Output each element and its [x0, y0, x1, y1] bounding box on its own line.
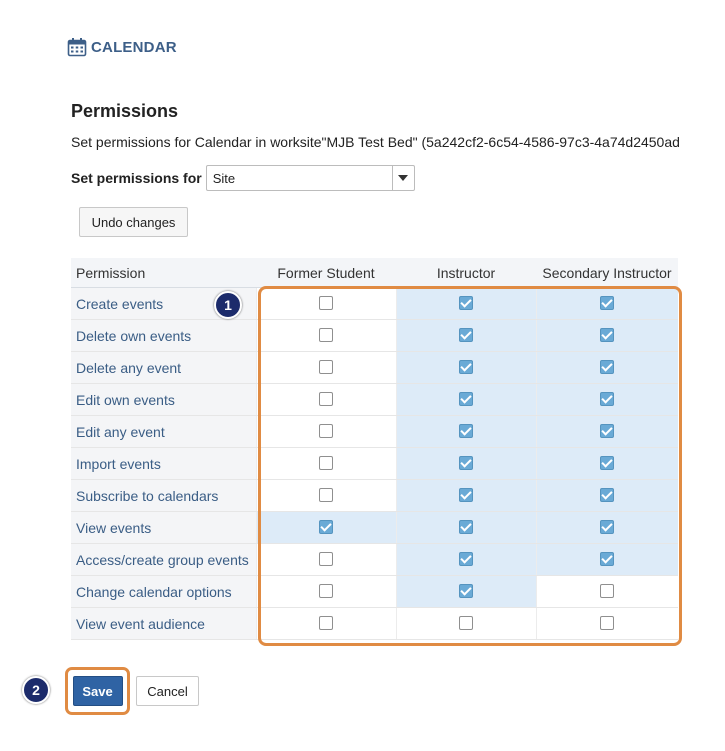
permission-cell-instructor: [396, 352, 536, 384]
permission-checkbox-secondary-instructor[interactable]: [600, 456, 614, 470]
step-badge-2: 2: [22, 676, 50, 704]
permission-checkbox-secondary-instructor[interactable]: [600, 584, 614, 598]
permission-checkbox-instructor[interactable]: [459, 520, 473, 534]
table-row: [71, 512, 678, 544]
permission-name: Subscribe to calendars: [71, 480, 256, 512]
cancel-button[interactable]: Cancel: [136, 676, 199, 706]
table-row: [71, 352, 678, 384]
permission-checkbox-secondary-instructor[interactable]: [600, 360, 614, 374]
permission-checkbox-secondary-instructor[interactable]: [600, 296, 614, 310]
table-row: [71, 288, 678, 320]
permission-name: Delete own events: [71, 320, 256, 352]
column-header-instructor: Instructor: [396, 258, 536, 288]
permission-cell-secondary-instructor: [536, 416, 678, 448]
permission-checkbox-former-student[interactable]: [319, 520, 333, 534]
permission-cell-instructor: [396, 416, 536, 448]
permission-checkbox-instructor[interactable]: [459, 488, 473, 502]
permissions-description: Set permissions for Calendar in worksite"MJB Test Bed" (5a242cf2-6c54-4586-97c3-4a74d2450ad: [71, 134, 680, 150]
column-header-former-student: Former Student: [256, 258, 396, 288]
table-row: [71, 448, 678, 480]
permission-checkbox-secondary-instructor[interactable]: [600, 488, 614, 502]
chevron-down-icon[interactable]: [392, 166, 414, 190]
step-badge-1: 1: [214, 291, 242, 319]
permission-cell-secondary-instructor: [536, 352, 678, 384]
permission-checkbox-former-student[interactable]: [319, 424, 333, 438]
tool-header: [67, 37, 177, 57]
set-permissions-for-label: Set permissions for: [71, 170, 202, 186]
permission-checkbox-former-student[interactable]: [319, 360, 333, 374]
save-button[interactable]: Save: [73, 676, 123, 706]
permissions-table-body: [71, 288, 678, 640]
permission-checkbox-former-student[interactable]: [319, 584, 333, 598]
permission-cell-former-student: [256, 480, 396, 512]
permission-checkbox-instructor[interactable]: [459, 456, 473, 470]
permission-checkbox-secondary-instructor[interactable]: [600, 328, 614, 342]
permission-cell-instructor: [396, 320, 536, 352]
permission-cell-secondary-instructor: [536, 448, 678, 480]
permission-cell-former-student: [256, 608, 396, 640]
permission-cell-former-student: [256, 448, 396, 480]
permission-checkbox-instructor[interactable]: [459, 392, 473, 406]
table-row: [71, 416, 678, 448]
calendar-icon: [67, 37, 87, 57]
table-row: [71, 544, 678, 576]
permission-name: Import events: [71, 448, 256, 480]
permission-cell-instructor: [396, 544, 536, 576]
permission-cell-former-student: [256, 384, 396, 416]
permission-checkbox-instructor[interactable]: [459, 584, 473, 598]
undo-changes-button[interactable]: Undo changes: [79, 207, 188, 237]
table-row: [71, 480, 678, 512]
permission-cell-instructor: [396, 512, 536, 544]
permission-cell-former-student: [256, 576, 396, 608]
permission-name: Change calendar options: [71, 576, 256, 608]
permission-checkbox-instructor[interactable]: [459, 552, 473, 566]
permission-checkbox-former-student[interactable]: [319, 328, 333, 342]
table-row: [71, 384, 678, 416]
permission-cell-instructor: [396, 448, 536, 480]
permission-checkbox-instructor[interactable]: [459, 424, 473, 438]
permission-cell-instructor: [396, 608, 536, 640]
column-header-secondary-instructor: Secondary Instructor: [536, 258, 678, 288]
role-select[interactable]: [206, 165, 415, 191]
permission-checkbox-secondary-instructor[interactable]: [600, 616, 614, 630]
permission-checkbox-former-student[interactable]: [319, 392, 333, 406]
permission-cell-secondary-instructor: [536, 384, 678, 416]
permission-checkbox-secondary-instructor[interactable]: [600, 520, 614, 534]
permission-cell-instructor: [396, 384, 536, 416]
table-header-row: [71, 258, 678, 288]
permission-cell-instructor: [396, 576, 536, 608]
permission-checkbox-former-student[interactable]: [319, 488, 333, 502]
tool-title: CALENDAR: [91, 38, 177, 56]
role-select-value: Site: [212, 170, 236, 186]
permission-cell-secondary-instructor: [536, 544, 678, 576]
permission-checkbox-instructor[interactable]: [459, 296, 473, 310]
permission-cell-secondary-instructor: [536, 288, 678, 320]
permission-cell-secondary-instructor: [536, 576, 678, 608]
permission-name: View events: [71, 512, 256, 544]
permission-checkbox-former-student[interactable]: [319, 296, 333, 310]
permission-cell-former-student: [256, 512, 396, 544]
permission-checkbox-instructor[interactable]: [459, 360, 473, 374]
permission-name: Create events: [71, 288, 256, 320]
table-row: [71, 608, 678, 640]
set-permissions-for: [71, 165, 415, 191]
permission-checkbox-former-student[interactable]: [319, 456, 333, 470]
column-header-permission: Permission: [71, 258, 256, 288]
permission-cell-instructor: [396, 480, 536, 512]
permission-name: Edit any event: [71, 416, 256, 448]
page-title: Permissions: [71, 101, 179, 121]
permission-cell-secondary-instructor: [536, 608, 678, 640]
permission-checkbox-secondary-instructor[interactable]: [600, 424, 614, 438]
permission-cell-former-student: [256, 320, 396, 352]
permission-cell-former-student: [256, 416, 396, 448]
table-row: [71, 576, 678, 608]
permission-name: Edit own events: [71, 384, 256, 416]
table-row: [71, 320, 678, 352]
permission-cell-instructor: [396, 288, 536, 320]
permission-name: Delete any event: [71, 352, 256, 384]
permission-checkbox-former-student[interactable]: [319, 552, 333, 566]
permissions-table: [71, 258, 678, 640]
permission-cell-former-student: [256, 544, 396, 576]
permission-name: Access/create group events: [71, 544, 256, 576]
permission-checkbox-secondary-instructor[interactable]: [600, 552, 614, 566]
permission-cell-former-student: [256, 352, 396, 384]
permission-checkbox-former-student[interactable]: [319, 616, 333, 630]
permission-cell-secondary-instructor: [536, 320, 678, 352]
save-highlight-box: [65, 667, 130, 715]
permission-checkbox-instructor[interactable]: [459, 328, 473, 342]
permission-cell-former-student: [256, 288, 396, 320]
permission-cell-secondary-instructor: [536, 480, 678, 512]
permission-name: View event audience: [71, 608, 256, 640]
permission-checkbox-instructor[interactable]: [459, 616, 473, 630]
permission-cell-secondary-instructor: [536, 512, 678, 544]
permission-checkbox-secondary-instructor[interactable]: [600, 392, 614, 406]
